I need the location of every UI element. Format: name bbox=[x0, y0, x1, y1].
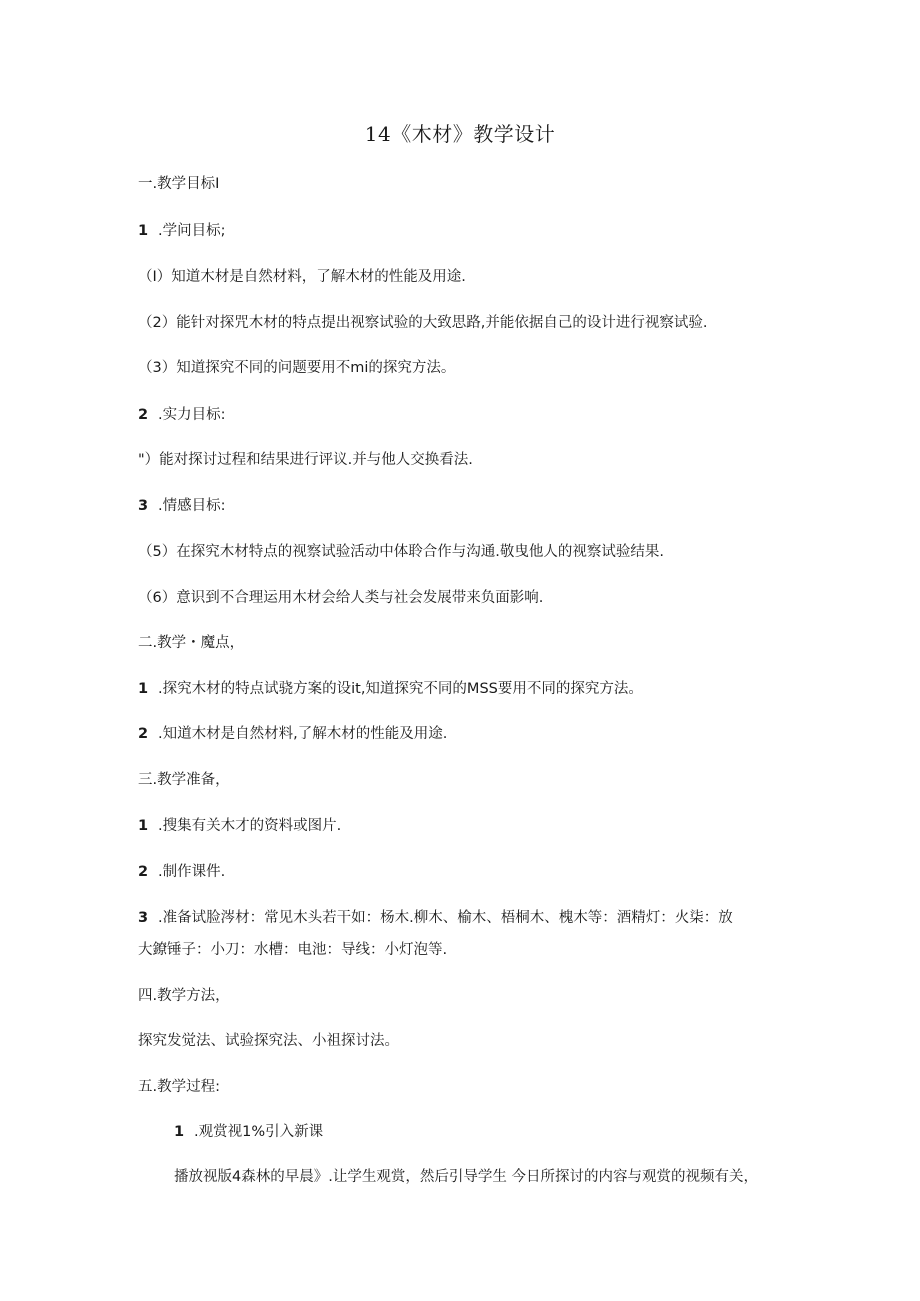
emotion-item-6: （6）意识到不合理运用木材会给人类与社会发展带来负面影响. bbox=[138, 590, 544, 606]
knowledge-item-1: （I）知道木材是自然材料，了解木材的性能及用途. bbox=[138, 269, 466, 285]
document-title: 14《木材》教学设计 bbox=[364, 122, 556, 146]
objective-knowledge-heading: 1 .学问目标; bbox=[138, 223, 226, 239]
preparation-item-3: 3 .准备试脸涔材：常见木头若干如：杨木.柳木、榆木、梧桐木、槐木等：酒精灯：火柒：放 bbox=[138, 910, 733, 926]
section-heading-keypoints: 二.教学・魔点， bbox=[138, 635, 245, 651]
methods-text: 探究发觉法、试验探究法、小祖探讨法。 bbox=[138, 1033, 399, 1049]
knowledge-item-2: （2）能针对探咒木材的特点提出视察试验的大致思路,并能依据自己的设计进行视察试验. bbox=[138, 315, 708, 331]
ability-item: "）能对探讨过程和结果进行评议.并与他人交换看法. bbox=[138, 452, 473, 468]
process-step-1-text: 播放视版4森林的早晨》.让学生观赏，然后引导学生 今日所探讨的内容与观赏的视频有关， bbox=[174, 1169, 758, 1185]
section-heading-objectives: 一.教学目标I bbox=[138, 176, 220, 192]
section-heading-methods: 四.教学方法， bbox=[138, 988, 230, 1004]
objective-ability-heading: 2 .实力目标: bbox=[138, 407, 226, 423]
emotion-item-5: （5）在探究木材特点的视察试验活动中体聆合作与沟通.敬曳他人的视察试验结果. bbox=[138, 544, 664, 560]
objective-emotion-heading: 3 .情感目标: bbox=[138, 498, 226, 514]
preparation-item-2: 2 .制作课件. bbox=[138, 864, 226, 880]
section-heading-process: 五.教学过程: bbox=[138, 1079, 220, 1095]
process-step-1: 1 .观赏视1%引入新课 bbox=[174, 1124, 324, 1140]
keypoint-item-2: 2 .知道木材是自然材料,了解木材的性能及用途. bbox=[138, 726, 448, 742]
preparation-item-3-continued: 大鐐锤子：小刀：水槽：电池：导线：小灯泡等. bbox=[138, 942, 448, 958]
knowledge-item-3: （3）知道探究不同的问题要用不mi的探究方法。 bbox=[138, 360, 456, 376]
preparation-item-1: 1 .搜集有关木才的资料或图片. bbox=[138, 818, 342, 834]
section-heading-preparation: 三.教学准备， bbox=[138, 772, 230, 788]
keypoint-item-1: 1 .探究木材的特点试骁方案的设it,知道探究不同的MSS要用不同的探究方法。 bbox=[138, 681, 643, 697]
